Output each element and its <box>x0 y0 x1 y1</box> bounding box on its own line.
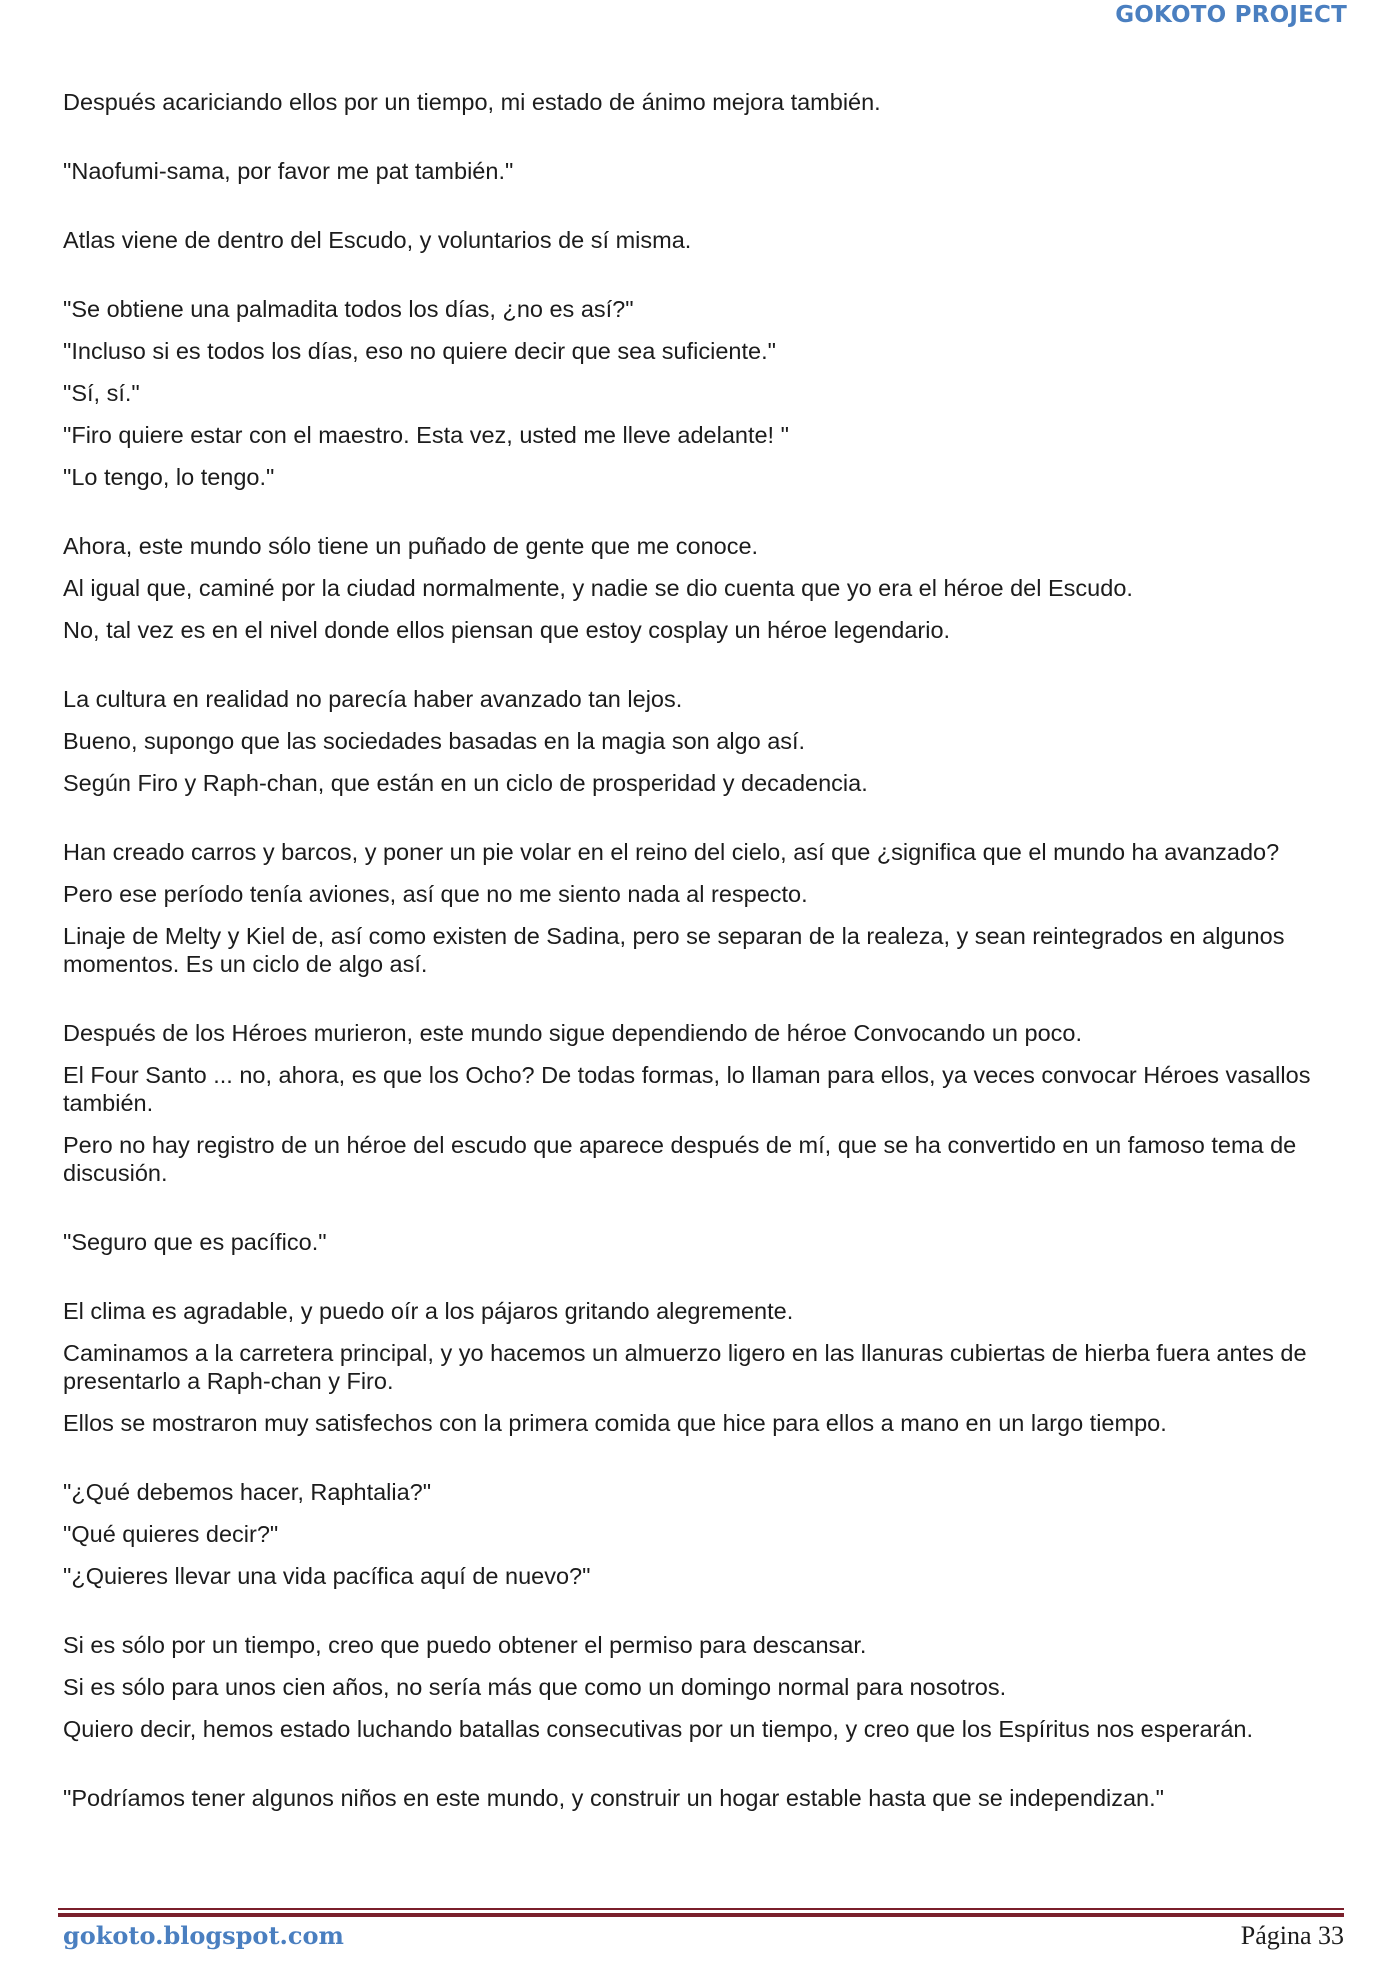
paragraph <box>63 532 1348 644</box>
text-line: El Four Santo ... no, ahora, es que los Ocho? De todas formas, lo llaman para ellos, ya veces convocar Héroes vasallos también. <box>63 1062 1311 1116</box>
header-brand: GOKOTO PROJECT <box>1115 2 1347 28</box>
paragraph <box>63 88 1348 116</box>
text-line: "Sí, sí." <box>63 380 140 406</box>
footer-rule-thin <box>58 1908 1344 1910</box>
text-line: Quiero decir, hemos estado luchando batallas consecutivas por un tiempo, y creo que los Espíritus nos esperarán. <box>63 1716 1254 1742</box>
text-line: Caminamos a la carretera principal, y yo hacemos un almuerzo ligero en las llanuras cubiertas de hierba fuera antes de presentarlo a Raph-chan y Firo. <box>63 1340 1307 1394</box>
paragraph <box>63 226 1348 254</box>
text-line: Al igual que, caminé por la ciudad normalmente, y nadie se dio cuenta que yo era el héroe del Escudo. <box>63 575 1133 601</box>
paragraph <box>63 1297 1348 1437</box>
text-line: "Naofumi-sama, por favor me pat también." <box>63 158 514 184</box>
text-line: Bueno, supongo que las sociedades basadas en la magia son algo así. <box>63 728 806 754</box>
text-line: "Qué quieres decir?" <box>63 1521 279 1547</box>
text-line: No, tal vez es en el nivel donde ellos piensan que estoy cosplay un héroe legendario. <box>63 617 951 643</box>
text-line: Después acariciando ellos por un tiempo, mi estado de ánimo mejora también. <box>63 89 881 115</box>
text-line: "Lo tengo, lo tengo." <box>63 464 275 490</box>
text-line: Pero no hay registro de un héroe del escudo que aparece después de mí, que se ha convertido en un famoso tema de discusión. <box>63 1132 1297 1186</box>
text-line: "¿Quieres llevar una vida pacífica aquí de nuevo?" <box>63 1563 591 1589</box>
paragraph <box>63 1478 1348 1590</box>
text-line: "Firo quiere estar con el maestro. Esta vez, usted me lleve adelante! " <box>63 422 789 448</box>
text-line: Han creado carros y barcos, y poner un pie volar en el reino del cielo, así que ¿significa que el mundo ha avanzado? <box>63 839 1280 865</box>
text-line: Ellos se mostraron muy satisfechos con la primera comida que hice para ellos a mano en un largo tiempo. <box>63 1410 1167 1436</box>
text-line: Ahora, este mundo sólo tiene un puñado de gente que me conoce. <box>63 533 759 559</box>
footer-site-link[interactable]: gokoto.blogspot.com <box>63 1921 344 1950</box>
text-line: Según Firo y Raph-chan, que están en un ciclo de prosperidad y decadencia. <box>63 770 868 796</box>
text-line: "Se obtiene una palmadita todos los días, ¿no es así?" <box>63 296 634 322</box>
paragraph <box>63 838 1348 978</box>
paragraph <box>63 1019 1348 1187</box>
text-line: "Podríamos tener algunos niños en este mundo, y construir un hogar estable hasta que se independizan." <box>63 1785 1165 1811</box>
paragraph <box>63 1784 1348 1812</box>
paragraph <box>63 1631 1348 1743</box>
text-line: Pero ese período tenía aviones, así que no me siento nada al respecto. <box>63 881 808 907</box>
text-line: Si es sólo por un tiempo, creo que puedo obtener el permiso para descansar. <box>63 1632 867 1658</box>
paragraph <box>63 1228 1348 1256</box>
footer-rule <box>58 1908 1344 1918</box>
paragraph <box>63 295 1348 491</box>
paragraph <box>63 685 1348 797</box>
text-line: Después de los Héroes murieron, este mundo sigue dependiendo de héroe Convocando un poco. <box>63 1020 1083 1046</box>
text-line: La cultura en realidad no parecía haber avanzado tan lejos. <box>63 686 683 712</box>
text-line: Si es sólo para unos cien años, no sería más que como un domingo normal para nosotros. <box>63 1674 1007 1700</box>
text-line: "Incluso si es todos los días, eso no quiere decir que sea suficiente." <box>63 338 776 364</box>
text-line: Atlas viene de dentro del Escudo, y voluntarios de sí misma. <box>63 227 692 253</box>
footer-rule-thick <box>58 1913 1344 1917</box>
text-line: "Seguro que es pacífico." <box>63 1229 327 1255</box>
text-line: Linaje de Melty y Kiel de, así como existen de Sadina, pero se separan de la realeza, y sean reintegrados en algunos momentos. Es un ciclo de algo así. <box>63 923 1285 977</box>
text-line: El clima es agradable, y puedo oír a los pájaros gritando alegremente. <box>63 1298 794 1324</box>
document-body <box>63 88 1348 1853</box>
paragraph <box>63 157 1348 185</box>
footer-page-number: Página 33 <box>1240 1921 1344 1950</box>
text-line: "¿Qué debemos hacer, Raphtalia?" <box>63 1479 432 1505</box>
